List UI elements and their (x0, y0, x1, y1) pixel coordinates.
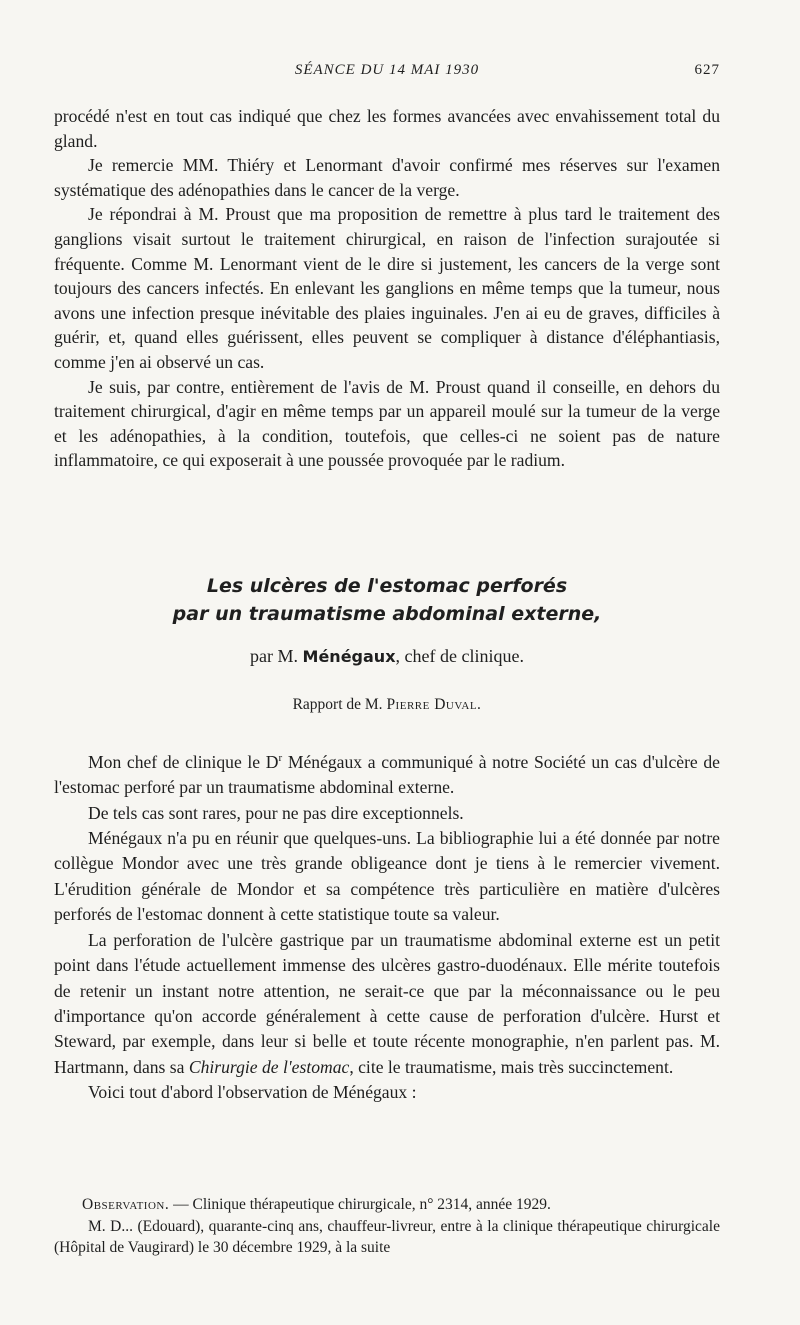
observation-heading (54, 1194, 720, 1216)
discussion-text (54, 104, 720, 473)
paragraph: M. D... (Edouard), quarante-cinq ans, chauffeur-livreur, entre à la clinique thérapeutique chirurgicale (Hôpital de Vaugirard) le 30 décembre 1929, à la suite (54, 1217, 720, 1256)
text-run: Mon chef de clinique le D (88, 751, 279, 772)
paragraph: Voici tout d'abord l'observation de Ménégaux : (88, 1082, 417, 1103)
observation-label: Observation. (82, 1196, 170, 1213)
byline-prefix: par M. (250, 646, 299, 666)
byline-author: Ménégaux (302, 647, 396, 666)
article-title (54, 572, 720, 628)
running-header (54, 62, 720, 84)
byline (54, 646, 720, 667)
byline-suffix: , chef de clinique. (395, 646, 524, 666)
observation (54, 1194, 720, 1259)
paragraph: Je suis, par contre, entièrement de l'avis de M. Proust quand il conseille, en dehors du traitement chirurgical, d'agir en même temps par un appareil moulé sur la tumeur de la verge et les adénopathies, à la condition, toutefois, que celles-ci ne soient pas de nature inflammatoire, ce qui exposerait à une poussée provoquée par le radium. (54, 376, 720, 471)
paragraph (54, 928, 720, 1080)
paragraph: De tels cas sont rares, pour ne pas dire exceptionnels. (88, 802, 464, 823)
book-title: Chirurgie de l'estomac (188, 1056, 350, 1077)
text-run: Ménégaux a communiqué à notre Société un cas d'ulcère de l'estomac perforé par un traumatisme abdominal externe. (54, 751, 720, 798)
paragraph: Je répondrai à M. Proust que ma proposition de remettre à plus tard le traitement des ganglions visait surtout le traitement chirurgical, en raison de l'infection surajoutée si fréquente. Comme M. Lenormant vient de le dire si justement, les cancers de la verge sont toujours des cancers infectés. En enlevant les ganglions en même temps que la tumeur, nous avons une infection presque inévitable des plaies inguinales. J'en ai eu de graves, difficiles à guérir, et, quand elles guérissent, elles peuvent se compliquer à distance d'éléphantiasis, comme j'en ai observé un cas. (54, 204, 720, 372)
article-title-line: Les ulcères de l'estomac perforés (206, 575, 568, 597)
text-run: , cite le traumatisme, mais très succinctement. (349, 1056, 674, 1077)
report-author: Pierre Duval. (386, 696, 482, 713)
report-prefix: Rapport de M. (292, 696, 383, 713)
paragraph: Ménégaux n'a pu en réunir que quelques-uns. La bibliographie lui a été donnée par notre collègue Mondor avec une très grande obligeance dont je tiens à le remercier vivement. L'érudition générale de Mondor et sa compétence très particulière en matière d'ulcères perforés de l'estomac donnent à cette statistique toute sa valeur. (54, 828, 720, 925)
text-run: La perforation de l'ulcère gastrique par un traumatisme abdominal externe est un petit point dans l'étude actuellement immense des ulcères gastro-duodénaux. Elle mérite toutefois de retenir un instant notre attention, ne serait-ce que par la méconnaissance ou le peu d'importance qu'on accorde généralement à cette cause de perforation d'ulcère. Hurst et Steward, par exemple, dans leur si belle et toute récente monographie, n'en parlent pas. M. Hartmann, dans sa (54, 929, 720, 1077)
paragraph (54, 746, 720, 801)
text-run: — Clinique thérapeutique chirurgicale, n° 2314, année 1929. (169, 1196, 551, 1213)
report-line (54, 696, 720, 714)
article-body (54, 746, 720, 1106)
running-title: SÉANCE DU 14 MAI 1930 (294, 62, 480, 78)
article-title-line: par un traumatisme abdominal externe, (172, 603, 602, 625)
superscript: r (278, 752, 283, 764)
paragraph: procédé n'est en tout cas indiqué que chez les formes avancées avec envahissement total du gland. (54, 106, 720, 151)
paragraph: Je remercie MM. Thiéry et Lenormant d'avoir confirmé mes réserves sur l'examen systématique des adénopathies dans le cancer de la verge. (54, 155, 720, 200)
page-number: 627 (694, 62, 720, 78)
